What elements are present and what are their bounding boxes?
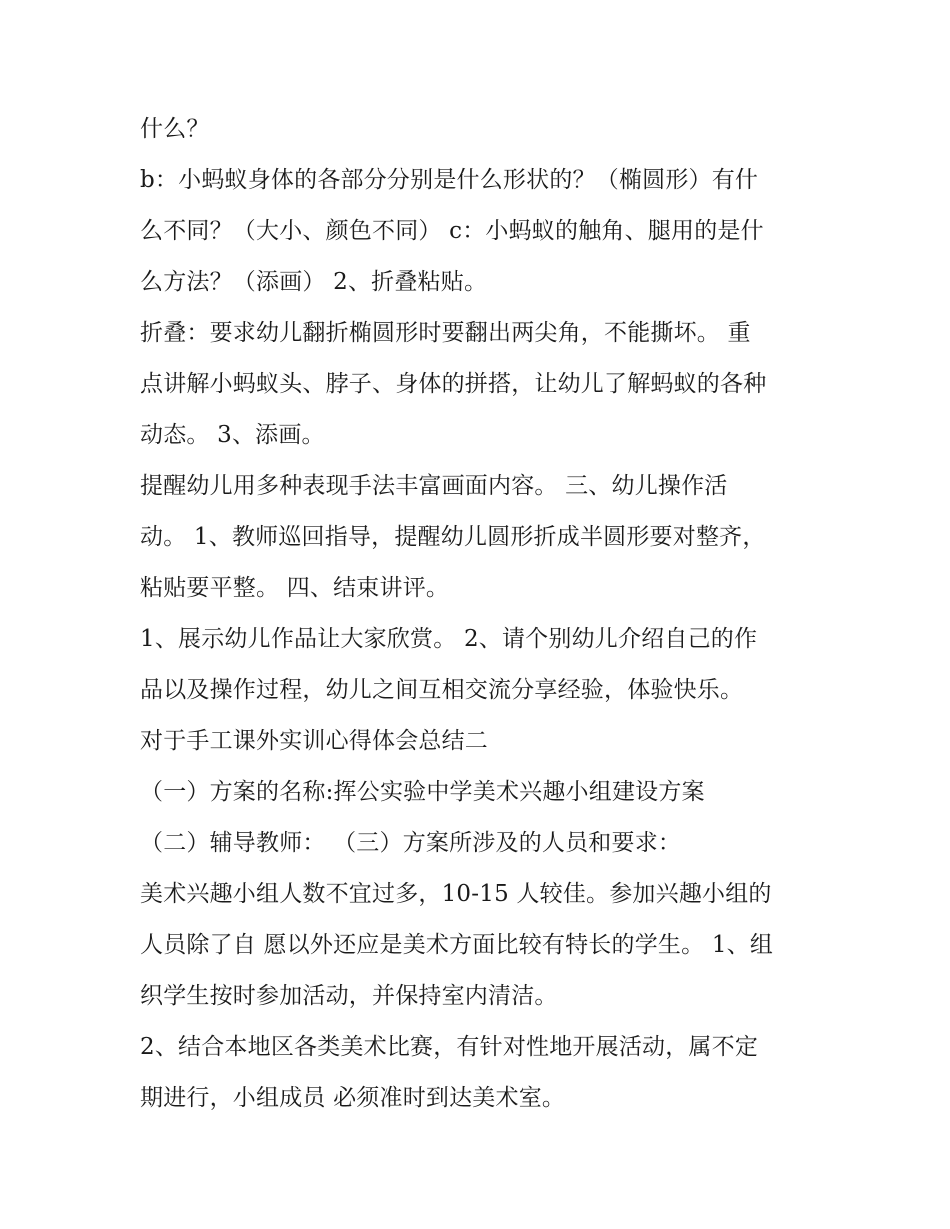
text-line: 1、展示幼儿作品让大家欣赏。 2、请个别幼儿介绍自己的作 [140,626,758,652]
text-line: （一）方案的名称:挥公实验中学美术兴趣小组建设方案 [140,779,705,805]
section-heading: 对于手工课外实训心得体会总结二 [140,728,488,754]
text-line: 2、结合本地区各类美术比赛，有针对性地开展活动，属不定 [140,1034,759,1060]
text-line: 品以及操作过程，幼儿之间互相交流分享经验，体验快乐。 [140,677,744,703]
text-line: b：小蚂蚁身体的各部分分别是什么形状的？（椭圆形）有什 [140,167,759,193]
text-line: 么方法？（添画） 2、折叠粘贴。 [140,269,488,295]
document-body [140,104,830,1124]
text-line: 美术兴趣小组人数不宜过多，10-15 人较佳。参加兴趣小组的 [140,881,772,907]
text-line: 什么？ [140,116,210,142]
text-line: 动。 1、教师巡回指导，提醒幼儿圆形折成半圆形要对整齐， [140,524,766,550]
text-line: 么不同？（大小、颜色不同） c：小蚂蚁的触角、腿用的是什 [140,218,764,244]
text-line: 动态。 3、添画。 [140,422,325,448]
text-line: 人员除了自 愿以外还应是美术方面比较有特长的学生。 1、组 [140,932,774,958]
text-line: 粘贴要平整。 四、结束讲评。 [140,575,450,601]
text-line: （二）辅导教师： （三）方案所涉及的人员和要求： [140,830,682,856]
text-line: 折叠：要求幼儿翻折椭圆形时要翻出两尖角，不能撕坏。 重 [140,320,751,346]
text-line: 提醒幼儿用多种表现手法丰富画面内容。 三、幼儿操作活 [140,473,728,499]
text-line: 点讲解小蚂蚁头、脖子、身体的拼搭，让幼儿了解蚂蚁的各种 [140,371,767,397]
text-line: 期进行，小组成员 必须准时到达美术室。 [140,1085,566,1111]
text-line: 织学生按时参加活动，并保持室内清洁。 [140,983,558,1009]
